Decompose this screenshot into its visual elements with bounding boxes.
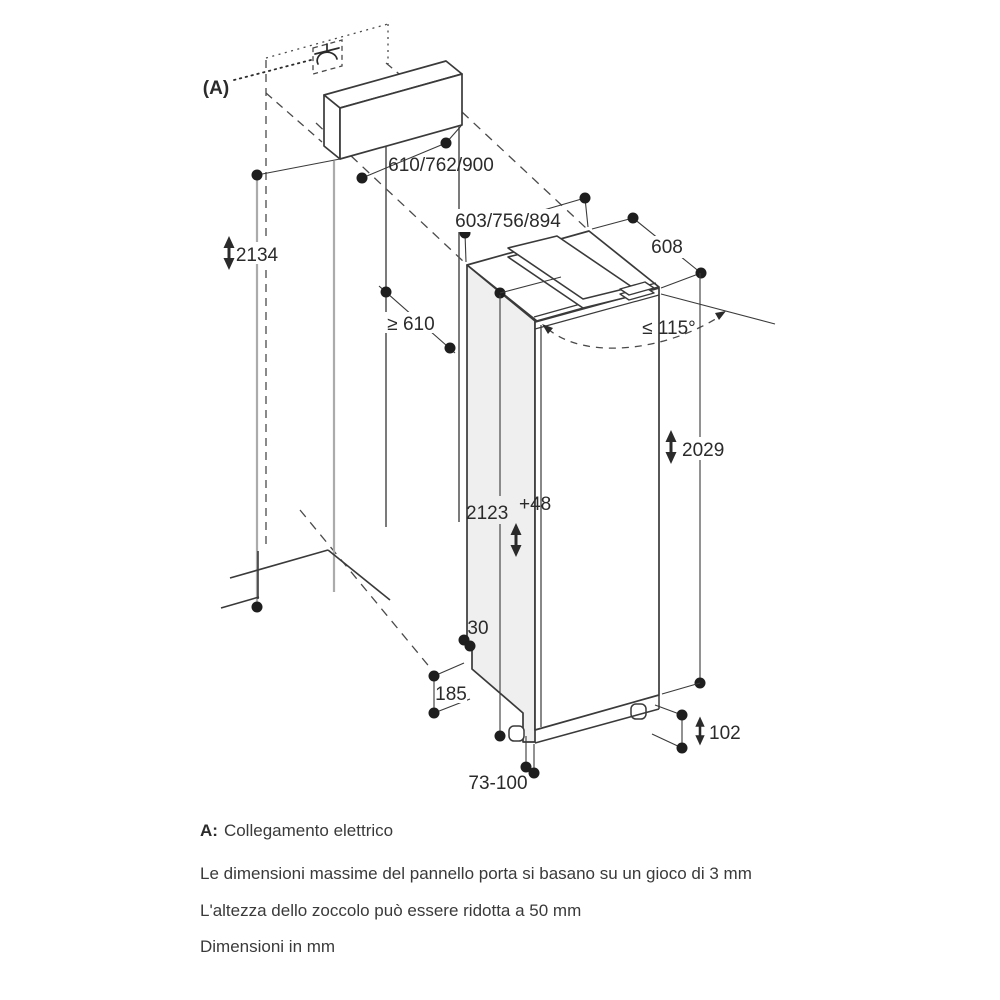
note-door-panel: Le dimensioni massime del pannello porta si basano su un gioco di 3 mm (200, 864, 752, 883)
niche-width-label: 610/762/900 (388, 155, 494, 176)
appliance-width-label: 603/756/894 (455, 211, 561, 232)
electrical-connection (203, 40, 342, 99)
double-arrow-icon (695, 717, 704, 746)
note-electrical (200, 822, 393, 839)
electrical-socket-icon (315, 44, 339, 64)
appliance-door (535, 288, 659, 730)
dim-plinth-recess (468, 736, 539, 794)
niche-height-label: 2134 (235, 245, 279, 266)
appliance (467, 231, 659, 743)
callout-leader-dotted (234, 60, 311, 80)
note-a-text: Collegamento elettrico (223, 821, 394, 840)
note-plinth: L'altezza dello zoccolo può essere ridotta a 50 mm (200, 901, 582, 920)
dim-plinth-height (429, 663, 471, 719)
callout-a-label: (A) (202, 78, 230, 99)
plinth-side-step-label: 30 (467, 618, 489, 639)
dim-niche-height (224, 236, 280, 270)
dim-base-height (652, 705, 741, 754)
arc-arrowhead-right (715, 311, 726, 320)
niche-plinth (221, 550, 390, 613)
double-arrow-icon (224, 236, 235, 270)
dim-niche-depth (379, 286, 456, 354)
niche-front-edges (257, 127, 459, 605)
front-height-label: 2029 (682, 440, 725, 461)
double-arrow-icon (666, 430, 677, 464)
plinth-height-label: 185 (435, 684, 467, 705)
cutout-height-label: 2123 (466, 503, 509, 524)
niche-depth-label: ≥ 610 (387, 314, 435, 335)
plinth-recess-label: 73-100 (468, 773, 528, 794)
note-units: Dimensioni in mm (200, 937, 336, 956)
foot-left (509, 726, 524, 741)
depth-label: 608 (651, 237, 683, 258)
dim-dot (252, 602, 263, 613)
base-height-label: 102 (709, 723, 741, 744)
note-a-key: A: (200, 821, 218, 840)
cutout-height-tolerance: +48 (519, 494, 552, 515)
door-angle-label: ≤ 115° (642, 318, 696, 339)
